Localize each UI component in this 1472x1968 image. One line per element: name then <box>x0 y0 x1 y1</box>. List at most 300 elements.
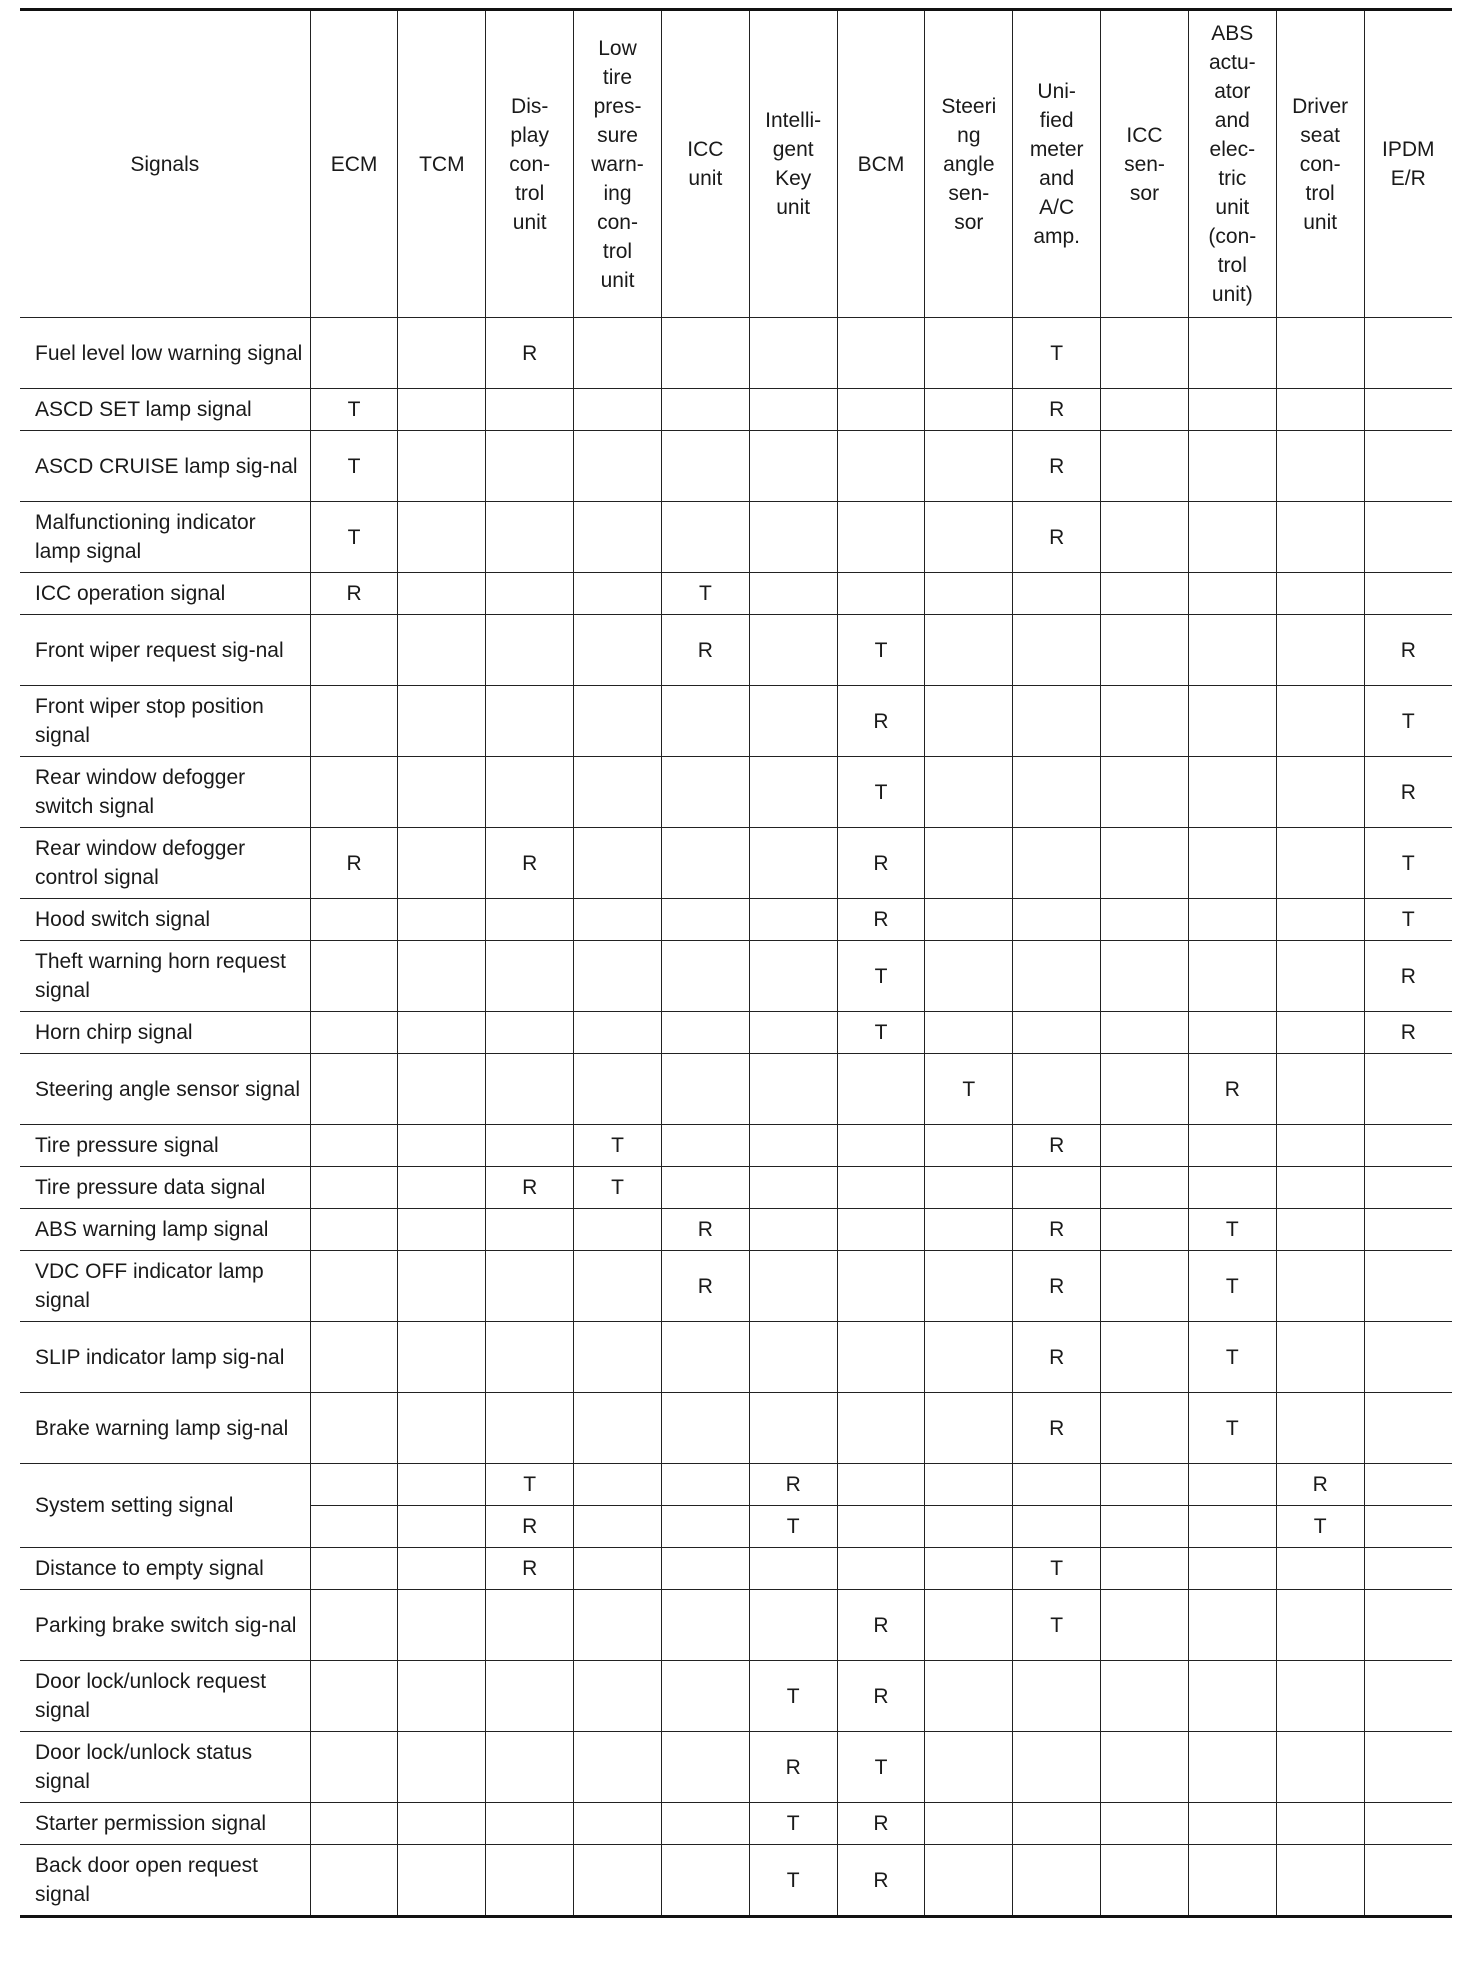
signal-cell-ecm <box>310 1393 398 1464</box>
signal-cell-icc_sensor <box>1101 1251 1189 1322</box>
signal-cell-steering <box>925 573 1013 615</box>
signal-cell-ecm <box>310 1732 398 1803</box>
signal-cell-steering <box>925 828 1013 899</box>
signal-cell-icc_unit: T <box>661 573 749 615</box>
signal-name: ASCD CRUISE lamp sig-nal <box>20 431 310 502</box>
signal-cell-ecm <box>310 1548 398 1590</box>
signal-cell-ikey <box>749 899 837 941</box>
signal-cell-tpms <box>574 686 662 757</box>
signal-cell-ipdm <box>1364 1054 1452 1125</box>
signal-cell-tcm <box>398 899 486 941</box>
signal-cell-steering <box>925 1732 1013 1803</box>
signal-cell-ecm <box>310 757 398 828</box>
signal-cell-ipdm: R <box>1364 941 1452 1012</box>
column-header-line: (con- <box>1208 225 1257 248</box>
column-header-line: A/C <box>1039 196 1075 219</box>
signal-cell-seat <box>1276 941 1364 1012</box>
signal-cell-icc_unit <box>661 1054 749 1125</box>
signal-cell-meter: R <box>1013 1322 1101 1393</box>
signal-cell-bcm <box>837 573 925 615</box>
column-header-line: and <box>1039 167 1075 190</box>
signal-cell-display <box>486 1209 574 1251</box>
signal-cell-icc_sensor <box>1101 1661 1189 1732</box>
column-header-line: con- <box>1299 152 1341 176</box>
signal-cell-bcm <box>837 1054 925 1125</box>
signal-cell-icc_unit <box>661 502 749 573</box>
signal-cell-bcm <box>837 502 925 573</box>
signal-cell-display <box>486 1732 574 1803</box>
signal-cell-display: T <box>486 1464 574 1506</box>
signal-cell-abs <box>1188 1548 1276 1590</box>
signal-cell-icc_unit <box>661 318 749 389</box>
signal-cell-ikey <box>749 431 837 502</box>
signal-cell-tpms <box>574 941 662 1012</box>
signal-cell-tcm <box>398 686 486 757</box>
signal-cell-meter <box>1013 573 1101 615</box>
signal-cell-steering <box>925 1590 1013 1661</box>
signal-cell-tpms <box>574 1393 662 1464</box>
signal-cell-icc_unit <box>661 1732 749 1803</box>
signal-cell-ecm <box>310 1590 398 1661</box>
signal-cell-meter <box>1013 1845 1101 1917</box>
signal-cell-icc_unit <box>661 1393 749 1464</box>
signal-cell-seat <box>1276 1590 1364 1661</box>
signal-cell-display: R <box>486 828 574 899</box>
signal-cell-bcm: T <box>837 1012 925 1054</box>
signal-cell-icc_sensor <box>1101 1054 1189 1125</box>
table-row <box>20 1732 1452 1803</box>
signal-cell-ipdm <box>1364 389 1452 431</box>
signal-cell-icc_sensor <box>1101 1322 1189 1393</box>
signal-cell-ecm: R <box>310 573 398 615</box>
signal-cell-tpms <box>574 502 662 573</box>
signal-cell-icc_sensor <box>1101 1732 1189 1803</box>
signal-cell-ecm <box>310 1209 398 1251</box>
signal-cell-ikey <box>749 573 837 615</box>
signal-cell-ecm <box>310 1125 398 1167</box>
signal-cell-seat <box>1276 615 1364 686</box>
signal-cell-tcm <box>398 431 486 502</box>
column-header-line: seat <box>1300 123 1340 147</box>
signal-cell-ecm <box>310 1012 398 1054</box>
signal-cell-tcm <box>398 389 486 431</box>
signal-cell-tcm <box>398 828 486 899</box>
column-header-ecm <box>310 10 398 318</box>
column-header-line: fied <box>1039 109 1074 132</box>
column-header-line: sure <box>597 123 638 147</box>
signal-cell-ikey: T <box>749 1803 837 1845</box>
signal-cell-meter: T <box>1013 1590 1101 1661</box>
signal-name: Rear window defogger control signal <box>20 828 310 899</box>
signal-cell-steering <box>925 1845 1013 1917</box>
signal-cell-bcm: T <box>837 941 925 1012</box>
signal-cell-abs <box>1188 1125 1276 1167</box>
table-row <box>20 828 1452 899</box>
signal-cell-icc_unit: R <box>661 1209 749 1251</box>
signal-cell-ipdm <box>1364 1661 1452 1732</box>
signal-cell-icc_sensor <box>1101 899 1189 941</box>
signal-cell-ikey: T <box>749 1506 837 1548</box>
signal-cell-ecm <box>310 1251 398 1322</box>
signal-cell-meter <box>1013 941 1101 1012</box>
signal-cell-steering <box>925 1167 1013 1209</box>
signal-cell-ipdm <box>1364 1506 1452 1548</box>
signal-cell-steering <box>925 389 1013 431</box>
signal-cell-icc_sensor <box>1101 1548 1189 1590</box>
column-header-line: gent <box>772 138 814 161</box>
signal-cell-ipdm: R <box>1364 1012 1452 1054</box>
column-header-line: actu- <box>1208 51 1256 74</box>
signal-cell-bcm: R <box>837 899 925 941</box>
signal-cell-meter <box>1013 1732 1101 1803</box>
signal-cell-icc_sensor <box>1101 1590 1189 1661</box>
signal-cell-ikey: T <box>749 1661 837 1732</box>
table-row <box>20 1393 1452 1464</box>
signal-cell-bcm: R <box>837 1590 925 1661</box>
signal-cell-ecm <box>310 899 398 941</box>
signal-cell-icc_unit: R <box>661 1251 749 1322</box>
signal-cell-icc_unit <box>661 1125 749 1167</box>
signal-cell-tcm <box>398 1548 486 1590</box>
signal-cell-steering <box>925 1506 1013 1548</box>
signal-cell-ikey <box>749 1548 837 1590</box>
signal-cell-display <box>486 1661 574 1732</box>
signal-cell-abs <box>1188 318 1276 389</box>
signal-cell-steering <box>925 1661 1013 1732</box>
signal-cell-ikey <box>749 1167 837 1209</box>
signal-cell-tpms <box>574 1209 662 1251</box>
signal-cell-display <box>486 686 574 757</box>
table-header <box>20 10 1452 318</box>
signal-cell-abs <box>1188 899 1276 941</box>
column-header-line: unit <box>776 196 811 219</box>
signal-cell-meter: R <box>1013 1125 1101 1167</box>
signal-cell-ikey <box>749 389 837 431</box>
table-row <box>20 941 1452 1012</box>
table-row <box>20 389 1452 431</box>
signal-cell-abs <box>1188 1661 1276 1732</box>
signal-cell-steering <box>925 1393 1013 1464</box>
signal-cell-display: R <box>486 318 574 389</box>
column-header-line: tric <box>1218 167 1247 190</box>
signal-cell-tpms <box>574 1548 662 1590</box>
signal-cell-abs <box>1188 1845 1276 1917</box>
signal-name: Hood switch signal <box>20 899 310 941</box>
signal-cell-seat <box>1276 1845 1364 1917</box>
table-row <box>20 686 1452 757</box>
signal-cell-meter <box>1013 1803 1101 1845</box>
signal-cell-steering <box>925 1125 1013 1167</box>
signal-cell-tcm <box>398 502 486 573</box>
signal-cell-bcm <box>837 1464 925 1506</box>
signal-cell-icc_sensor <box>1101 1167 1189 1209</box>
column-header-line: ECM <box>330 152 378 176</box>
column-header-icc_sensor <box>1101 10 1189 318</box>
signal-name: ASCD SET lamp signal <box>20 389 310 431</box>
signal-cell-abs <box>1188 389 1276 431</box>
table-row <box>20 1125 1452 1167</box>
signal-cell-icc_sensor <box>1101 1393 1189 1464</box>
signal-cell-seat <box>1276 1803 1364 1845</box>
column-header-line: con- <box>509 152 551 176</box>
column-header-line: Steeri <box>941 94 997 118</box>
signal-cell-ikey <box>749 1125 837 1167</box>
signal-cell-ipdm <box>1364 573 1452 615</box>
table-row <box>20 1548 1452 1590</box>
signal-cell-icc_sensor <box>1101 1803 1189 1845</box>
signal-cell-bcm <box>837 1322 925 1393</box>
table-row <box>20 1167 1452 1209</box>
column-header-line: meter <box>1029 138 1084 161</box>
signal-cell-seat <box>1276 1012 1364 1054</box>
signal-name: Horn chirp signal <box>20 1012 310 1054</box>
signal-cell-ecm <box>310 941 398 1012</box>
table-body <box>20 318 1452 1917</box>
signal-cell-abs <box>1188 757 1276 828</box>
signal-cell-icc_sensor <box>1101 431 1189 502</box>
signal-cell-steering <box>925 1322 1013 1393</box>
signal-cell-abs <box>1188 502 1276 573</box>
signal-cell-ecm <box>310 1506 398 1548</box>
signal-cell-display <box>486 573 574 615</box>
column-header-meter <box>1013 10 1101 318</box>
signal-cell-seat <box>1276 1125 1364 1167</box>
signal-name: VDC OFF indicator lamp signal <box>20 1251 310 1322</box>
signal-cell-icc_unit <box>661 828 749 899</box>
column-header-line: ICC <box>687 138 724 161</box>
signal-cell-abs <box>1188 1012 1276 1054</box>
signal-cell-ikey <box>749 1054 837 1125</box>
table-row <box>20 1845 1452 1917</box>
signal-cell-tcm <box>398 1209 486 1251</box>
signal-cell-steering <box>925 431 1013 502</box>
column-header-line: warn- <box>591 152 644 176</box>
signal-cell-icc_unit <box>661 431 749 502</box>
signal-cell-meter <box>1013 1506 1101 1548</box>
signal-cell-display <box>486 502 574 573</box>
signal-cell-meter <box>1013 1012 1101 1054</box>
signal-cell-meter <box>1013 828 1101 899</box>
signal-cell-seat <box>1276 1322 1364 1393</box>
signal-cell-ipdm <box>1364 431 1452 502</box>
signal-name: Tire pressure signal <box>20 1125 310 1167</box>
signal-cell-meter: R <box>1013 1209 1101 1251</box>
signal-cell-bcm: T <box>837 615 925 686</box>
signal-cell-tcm <box>398 1590 486 1661</box>
signal-name: Brake warning lamp sig-nal <box>20 1393 310 1464</box>
signal-cell-ikey: T <box>749 1845 837 1917</box>
signal-cell-tpms <box>574 431 662 502</box>
signal-cell-steering <box>925 615 1013 686</box>
signal-cell-ipdm <box>1364 1322 1452 1393</box>
signal-cell-ipdm <box>1364 502 1452 573</box>
signal-cell-tpms <box>574 828 662 899</box>
signal-cell-meter <box>1013 1661 1101 1732</box>
signal-cell-tcm <box>398 318 486 389</box>
column-header-line: trol <box>515 181 545 205</box>
signal-cell-ikey <box>749 828 837 899</box>
column-header-line: ICC <box>1126 123 1163 147</box>
column-header-line: ng <box>957 123 981 147</box>
signal-cell-bcm <box>837 1167 925 1209</box>
signal-cell-ipdm <box>1364 1803 1452 1845</box>
column-header-line: elec- <box>1209 138 1256 161</box>
signal-cell-ipdm: T <box>1364 899 1452 941</box>
signal-cell-ipdm: R <box>1364 757 1452 828</box>
signal-cell-abs <box>1188 686 1276 757</box>
signal-cell-abs <box>1188 1464 1276 1506</box>
signal-cell-icc_sensor <box>1101 1209 1189 1251</box>
signal-cell-meter: R <box>1013 389 1101 431</box>
signal-cell-tcm <box>398 615 486 686</box>
signal-cell-seat <box>1276 502 1364 573</box>
signal-cell-display <box>486 431 574 502</box>
column-header-line: Intelli- <box>765 109 822 132</box>
column-header-line: ator <box>1214 80 1251 103</box>
signal-cell-bcm <box>837 1548 925 1590</box>
signal-cell-tpms <box>574 1845 662 1917</box>
signal-cell-display <box>486 1845 574 1917</box>
signal-cell-icc_unit <box>661 941 749 1012</box>
signal-cell-seat <box>1276 318 1364 389</box>
signal-cell-display: R <box>486 1548 574 1590</box>
signal-cell-ipdm <box>1364 1732 1452 1803</box>
signal-cell-abs <box>1188 573 1276 615</box>
signal-cell-icc_sensor <box>1101 757 1189 828</box>
signal-cell-tcm <box>398 1167 486 1209</box>
signal-cell-bcm <box>837 1251 925 1322</box>
signal-cell-icc_sensor <box>1101 502 1189 573</box>
table-row <box>20 318 1452 389</box>
signal-name: Distance to empty signal <box>20 1548 310 1590</box>
column-header-line: IPDM <box>1382 138 1435 161</box>
signal-cell-tcm <box>398 1251 486 1322</box>
column-header-line: trol <box>602 239 633 263</box>
signal-cell-ikey <box>749 1322 837 1393</box>
column-header-line: Driver <box>1292 94 1349 118</box>
column-header-line: Key <box>775 167 812 190</box>
signal-cell-tcm <box>398 757 486 828</box>
signal-name: Starter permission signal <box>20 1803 310 1845</box>
signal-cell-tpms <box>574 1506 662 1548</box>
signal-cell-steering <box>925 686 1013 757</box>
signal-cell-abs: T <box>1188 1322 1276 1393</box>
signal-cell-seat <box>1276 573 1364 615</box>
header-row <box>20 10 1452 318</box>
signal-cell-seat <box>1276 1167 1364 1209</box>
signal-cell-meter <box>1013 1167 1101 1209</box>
signal-cell-ikey <box>749 1012 837 1054</box>
signal-cell-ecm <box>310 1322 398 1393</box>
signal-cell-bcm <box>837 431 925 502</box>
signal-cell-display <box>486 1125 574 1167</box>
signal-cell-ipdm: T <box>1364 828 1452 899</box>
signal-cell-tpms <box>574 1590 662 1661</box>
table-row <box>20 1251 1452 1322</box>
signal-name: Parking brake switch sig-nal <box>20 1590 310 1661</box>
signal-cell-steering <box>925 1012 1013 1054</box>
signal-cell-bcm: R <box>837 1845 925 1917</box>
column-header-icc_unit <box>661 10 749 318</box>
signal-cell-icc_unit <box>661 686 749 757</box>
signal-name: Steering angle sensor signal <box>20 1054 310 1125</box>
signal-cell-display <box>486 899 574 941</box>
column-header-line: unit <box>600 268 635 292</box>
signal-cell-tcm <box>398 1732 486 1803</box>
signal-cell-ipdm: R <box>1364 615 1452 686</box>
signal-cell-meter <box>1013 686 1101 757</box>
signal-cell-bcm <box>837 1209 925 1251</box>
signal-cell-seat <box>1276 1393 1364 1464</box>
signal-cell-meter <box>1013 1464 1101 1506</box>
column-header-line: and <box>1214 109 1250 132</box>
signal-name: Theft warning horn request signal <box>20 941 310 1012</box>
signal-cell-steering <box>925 1251 1013 1322</box>
signal-cell-ecm <box>310 1661 398 1732</box>
signal-name: Rear window defogger switch signal <box>20 757 310 828</box>
signal-cell-meter <box>1013 899 1101 941</box>
signal-cell-ikey <box>749 615 837 686</box>
column-header-abs <box>1188 10 1276 318</box>
signal-cell-display: R <box>486 1506 574 1548</box>
signal-cell-ipdm <box>1364 1590 1452 1661</box>
table-row <box>20 1661 1452 1732</box>
signal-cell-icc_sensor <box>1101 573 1189 615</box>
table-row <box>20 1054 1452 1125</box>
column-header-seat <box>1276 10 1364 318</box>
signal-cell-tcm <box>398 573 486 615</box>
signal-cell-tpms <box>574 899 662 941</box>
signal-cell-icc_unit <box>661 1845 749 1917</box>
signal-cell-ipdm <box>1364 1209 1452 1251</box>
signal-cell-steering <box>925 1209 1013 1251</box>
signal-cell-abs <box>1188 1732 1276 1803</box>
signal-cell-ipdm <box>1364 1464 1452 1506</box>
signal-cell-tpms <box>574 1251 662 1322</box>
signal-cell-icc_unit <box>661 1803 749 1845</box>
signal-cell-steering <box>925 757 1013 828</box>
column-header-line: sen- <box>1124 152 1165 176</box>
table-row <box>20 1209 1452 1251</box>
signal-cell-steering <box>925 899 1013 941</box>
signal-cell-ipdm <box>1364 1393 1452 1464</box>
signal-cell-display <box>486 1012 574 1054</box>
signal-cell-steering <box>925 1464 1013 1506</box>
signal-cell-tcm <box>398 1054 486 1125</box>
signal-cell-icc_sensor <box>1101 1506 1189 1548</box>
column-header-line: unit <box>1215 196 1250 219</box>
signal-cell-icc_unit <box>661 1661 749 1732</box>
signal-cell-ecm: T <box>310 502 398 573</box>
signal-cell-tpms: T <box>574 1125 662 1167</box>
signal-cell-abs <box>1188 1167 1276 1209</box>
signal-cell-seat <box>1276 686 1364 757</box>
signal-cell-display <box>486 1251 574 1322</box>
signal-cell-ecm <box>310 1803 398 1845</box>
signal-cell-icc_unit <box>661 1167 749 1209</box>
signal-cell-tpms <box>574 1732 662 1803</box>
signal-cell-icc_sensor <box>1101 828 1189 899</box>
signal-cell-abs: T <box>1188 1251 1276 1322</box>
signal-cell-seat <box>1276 899 1364 941</box>
signal-cell-ikey <box>749 1393 837 1464</box>
signal-name: Back door open request signal <box>20 1845 310 1917</box>
signal-cell-abs: T <box>1188 1209 1276 1251</box>
column-header-line: trol <box>1305 181 1335 205</box>
signal-cell-bcm: R <box>837 1661 925 1732</box>
signal-cell-tpms <box>574 1464 662 1506</box>
signal-name: Malfunctioning indicator lamp signal <box>20 502 310 573</box>
